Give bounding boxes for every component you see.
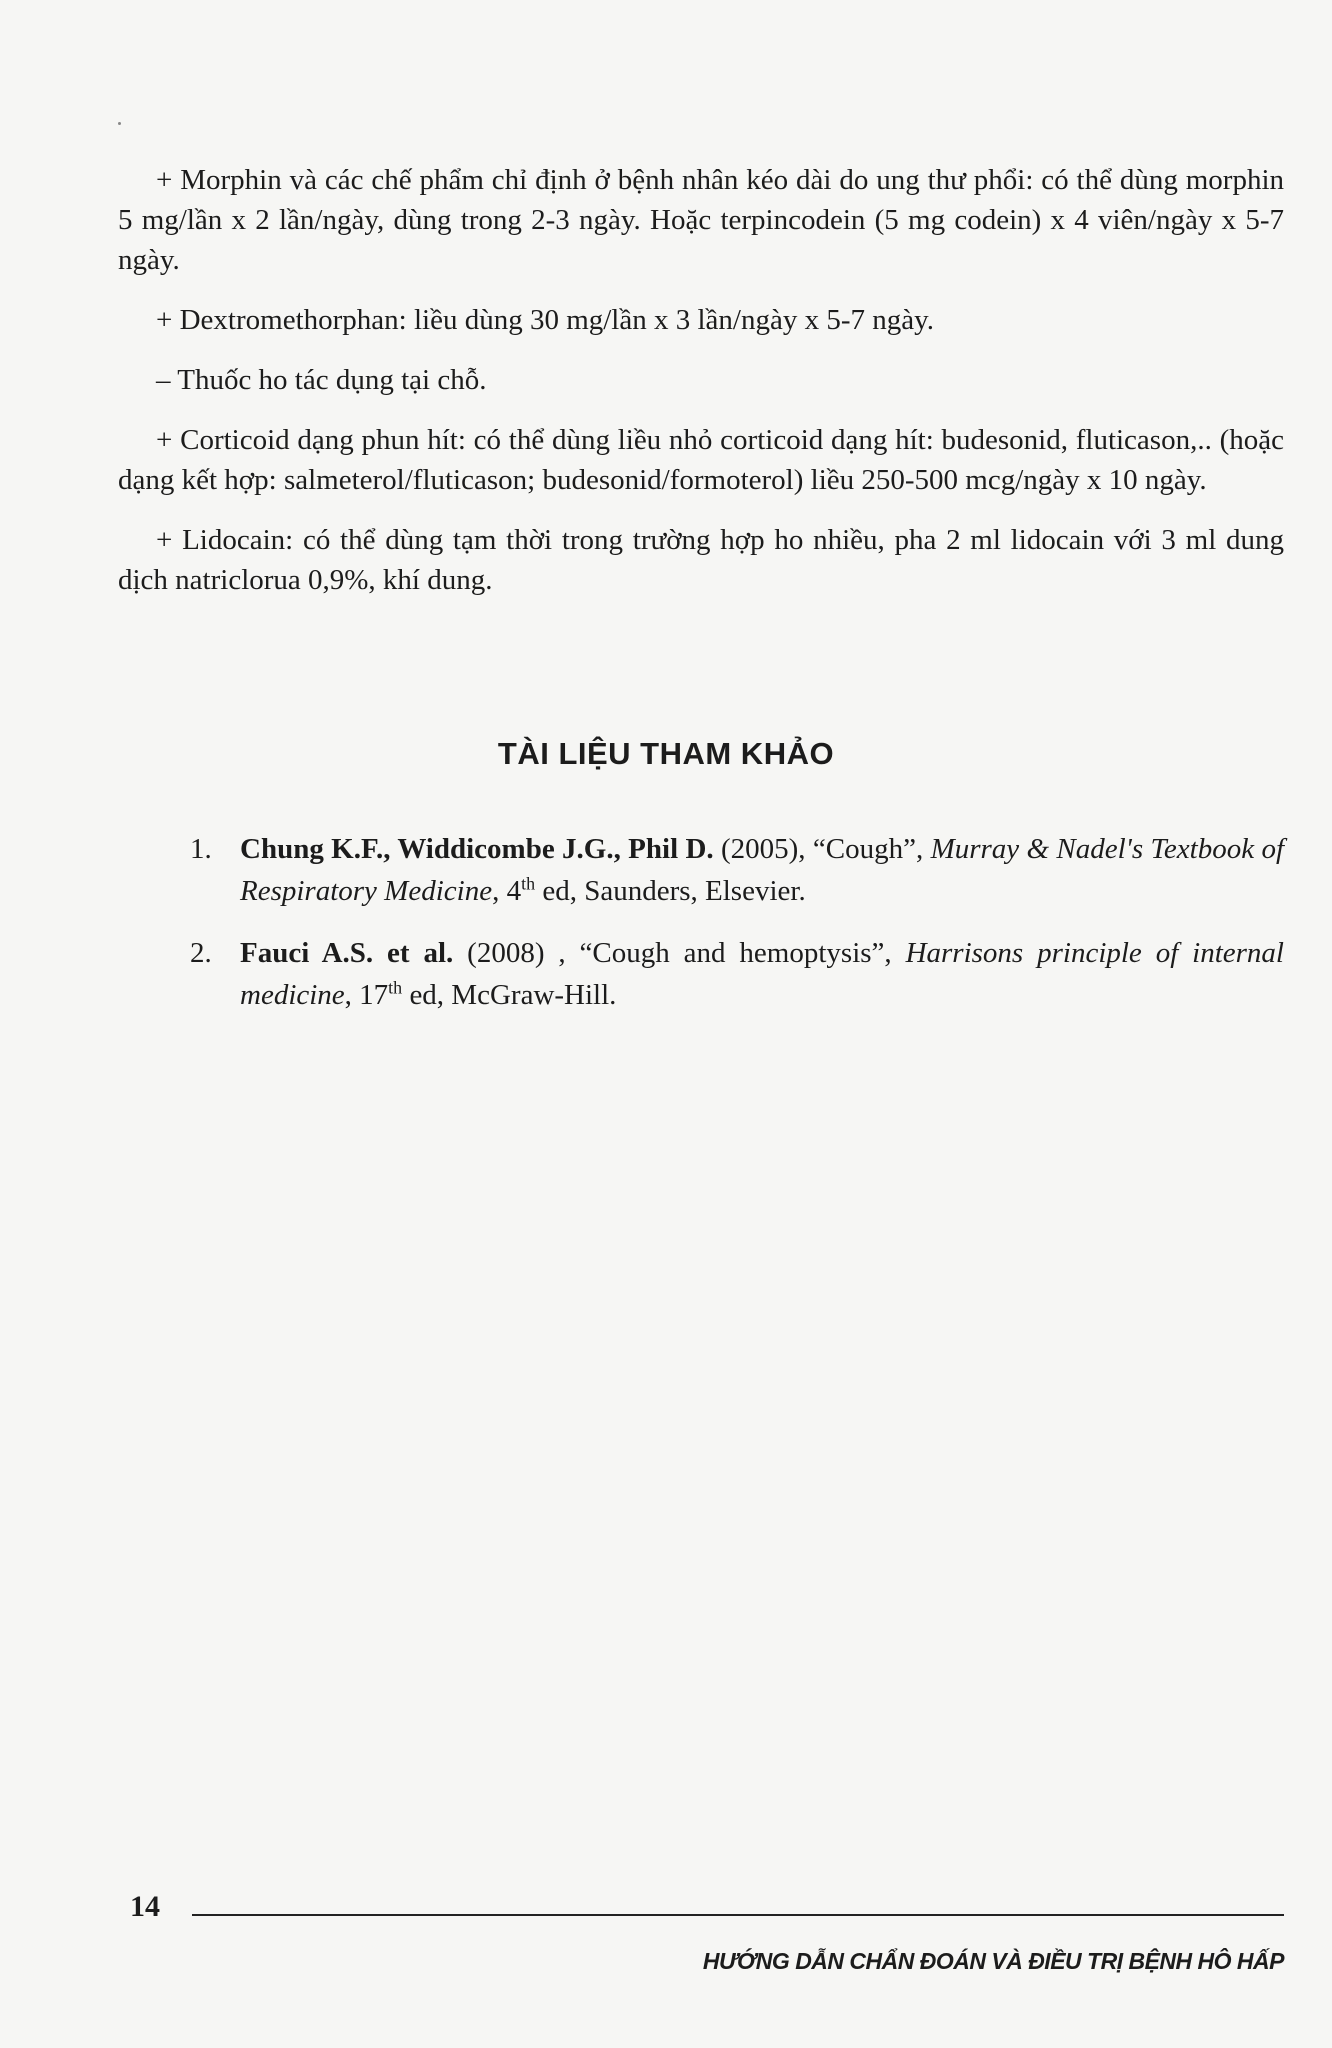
paragraph-local-cough-drugs: – Thuốc ho tác dụng tại chỗ. xyxy=(156,364,487,396)
reference-item xyxy=(190,932,1284,1016)
reference-authors: Fauci A.S. et al. xyxy=(240,937,454,969)
reference-details: (2008) , “Cough and hemoptysis”, xyxy=(453,937,906,969)
footer-rule xyxy=(192,1914,1284,1916)
reference-number: 1. xyxy=(190,833,212,865)
running-footer-title: HƯỚNG DẪN CHẨN ĐOÁN VÀ ĐIỀU TRỊ BỆNH HÔ HẤP xyxy=(702,1948,1284,1974)
paragraph-lidocain: + Lidocain: có thể dùng tạm thời trong trường hợp ho nhiều, pha 2 ml lidocain với 3 ml dung dịch natriclorua 0,9%, khí dung. xyxy=(118,524,1284,596)
paragraph-corticoid: + Corticoid dạng phun hít: có thể dùng liều nhỏ corticoid dạng hít: budesonid, fluticason,.. (hoặc dạng kết hợp: salmeterol/fluticason; budesonid/formoterol) liều 250-500 mcg/ngày x 10 ngày. xyxy=(118,424,1284,496)
reference-authors: Chung K.F., Widdicombe J.G., Phil D. xyxy=(240,833,714,865)
reference-publisher: ed, Saunders, Elsevier. xyxy=(535,875,806,907)
reference-source: Murray & Nadel's Textbook of Respiratory Medicine xyxy=(240,833,1284,907)
reference-list xyxy=(190,828,1284,1036)
paragraph-dextromethorphan: + Dextromethorphan: liều dùng 30 mg/lần x 3 lần/ngày x 5-7 ngày. xyxy=(156,304,934,336)
page-number: 14 xyxy=(130,1890,160,1923)
reference-edition: , 17 xyxy=(344,979,389,1011)
reference-number: 2. xyxy=(190,937,212,969)
references-heading: TÀI LIỆU THAM KHẢO xyxy=(497,736,835,771)
reference-item xyxy=(190,828,1284,912)
paragraph-morphin: + Morphin và các chế phẩm chỉ định ở bệnh nhân kéo dài do ung thư phổi: có thể dùng morphin 5 mg/lần x 2 lần/ngày, dùng trong 2-3 ngày. Hoặc terpincodein (5 mg codein) x 4 viên/ngày x 5-7 ngày. xyxy=(118,164,1284,276)
reference-edition-suffix: th xyxy=(521,873,536,894)
body-text xyxy=(118,160,1284,620)
reference-details: (2005), “Cough”, xyxy=(713,833,931,865)
reference-edition: , 4 xyxy=(492,875,522,907)
reference-edition-suffix: th xyxy=(388,977,403,998)
stray-mark xyxy=(118,122,121,125)
reference-source: Harrisons principle of internal medicine xyxy=(240,937,1284,1011)
reference-publisher: ed, McGraw-Hill. xyxy=(402,979,617,1011)
